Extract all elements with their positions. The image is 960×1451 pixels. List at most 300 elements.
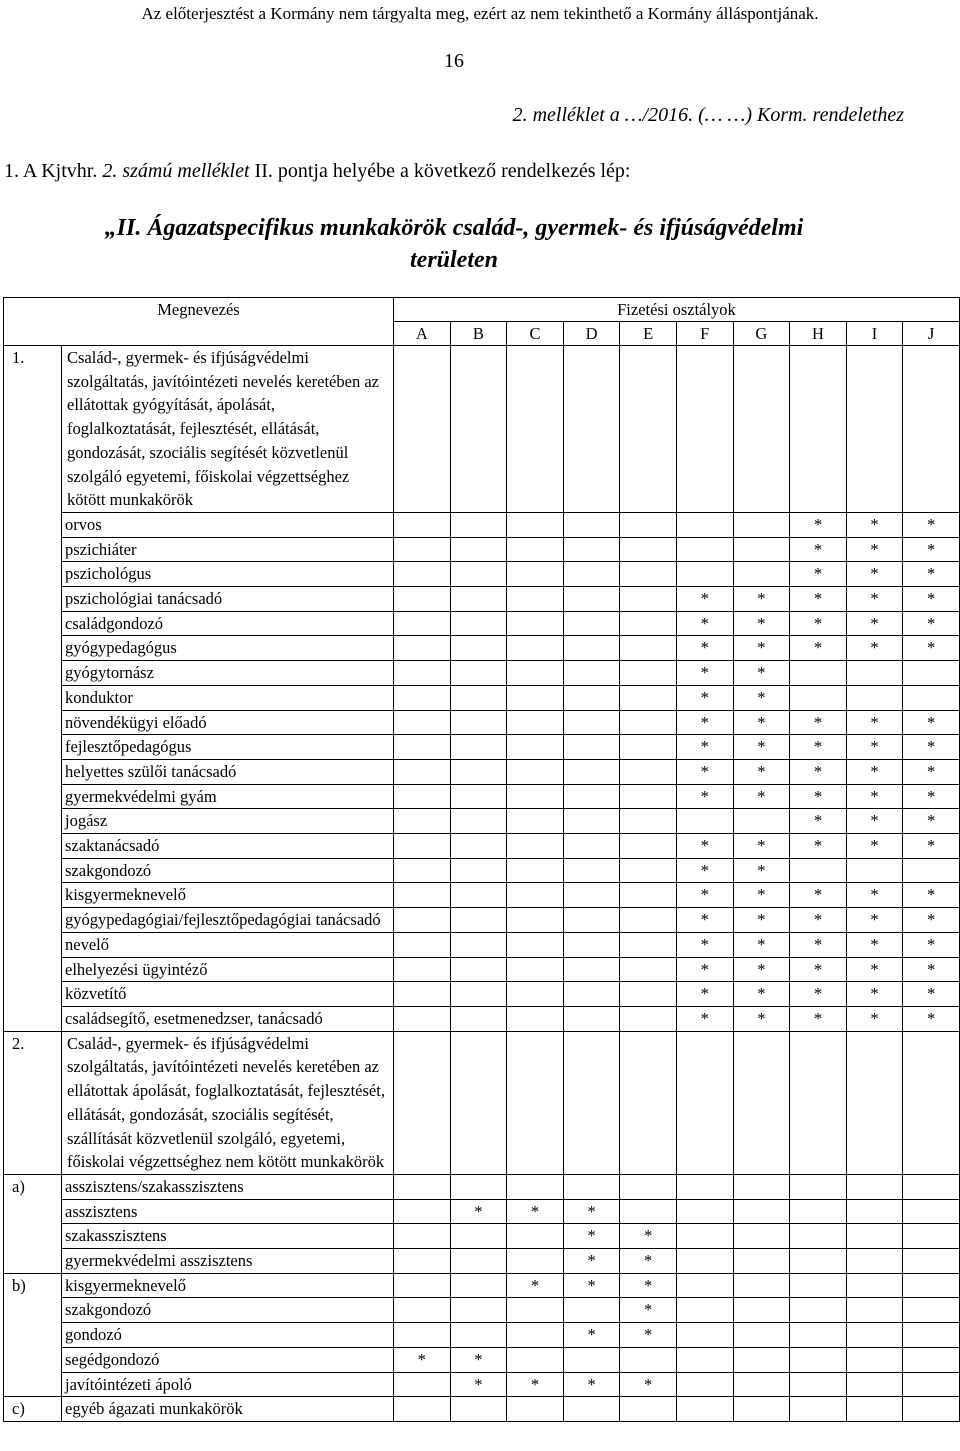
table-row (4, 636, 960, 661)
grade-cell: * (903, 982, 960, 1007)
grade-cell (733, 537, 790, 562)
grade-letter: B (450, 322, 507, 346)
grade-cell: * (676, 587, 733, 612)
title-line-1: „II. Ágazatspecifikus munkakörök család-, gyermek- és ifjúságvédelmi (104, 215, 804, 241)
grade-cell (394, 834, 451, 859)
grade-cell (394, 858, 451, 883)
grade-cell (733, 346, 790, 513)
grade-cell (676, 1273, 733, 1298)
table-row (4, 611, 960, 636)
grade-cell: * (790, 784, 847, 809)
grade-cell: * (790, 735, 847, 760)
grade-cell: * (790, 908, 847, 933)
job-title: közvetítő (62, 982, 394, 1007)
table-row (4, 759, 960, 784)
table-row (4, 1298, 960, 1323)
grade-cell (676, 809, 733, 834)
grade-cell (450, 982, 507, 1007)
grade-cell (507, 1224, 564, 1249)
grade-cell (563, 1174, 620, 1199)
grade-cell (733, 809, 790, 834)
grade-cell (394, 908, 451, 933)
subsection-label: egyéb ágazati munkakörök (62, 1397, 394, 1422)
grade-cell (507, 858, 564, 883)
grade-cell (507, 710, 564, 735)
grade-cell: * (563, 1199, 620, 1224)
grade-cell: * (733, 735, 790, 760)
grade-cell (450, 858, 507, 883)
grade-cell (676, 346, 733, 513)
grade-cell (450, 957, 507, 982)
grade-cell: * (676, 636, 733, 661)
grade-cell (394, 1273, 451, 1298)
grade-cell (790, 1224, 847, 1249)
job-title: gyógypedagógiai/fejlesztőpedagógiai tanácsadó (62, 908, 394, 933)
grade-cell: * (903, 636, 960, 661)
table-row (4, 982, 960, 1007)
grade-cell: * (790, 834, 847, 859)
grade-cell (450, 883, 507, 908)
grade-cell: * (620, 1372, 677, 1397)
grade-cell (733, 1031, 790, 1174)
subsection-row (4, 1397, 960, 1422)
grade-cell (394, 809, 451, 834)
grade-cell: * (676, 661, 733, 686)
grade-cell (620, 834, 677, 859)
grade-cell (563, 685, 620, 710)
grade-cell: * (733, 883, 790, 908)
job-title: elhelyezési ügyintéző (62, 957, 394, 982)
grade-cell (450, 611, 507, 636)
grade-cell (903, 1347, 960, 1372)
grade-cell (450, 1323, 507, 1348)
grade-cell (563, 512, 620, 537)
table-row (4, 710, 960, 735)
grade-cell (790, 685, 847, 710)
grade-cell (507, 537, 564, 562)
table-row (4, 834, 960, 859)
grade-cell (790, 1031, 847, 1174)
job-title: kisgyermeknevelő (62, 883, 394, 908)
grade-cell (903, 685, 960, 710)
grade-cell: * (676, 685, 733, 710)
grade-cell (620, 932, 677, 957)
grade-cell: * (563, 1249, 620, 1274)
grade-cell (620, 636, 677, 661)
grade-cell: * (733, 834, 790, 859)
grade-cell: * (790, 611, 847, 636)
grade-cell: * (790, 537, 847, 562)
grade-cell (790, 346, 847, 513)
grade-cell (450, 1224, 507, 1249)
grade-cell (790, 1347, 847, 1372)
grade-cell (394, 883, 451, 908)
grade-cell: * (676, 784, 733, 809)
grade-cell: * (507, 1199, 564, 1224)
grade-cell: * (903, 537, 960, 562)
grade-cell: * (903, 735, 960, 760)
grade-cell (846, 1273, 903, 1298)
section-number: 1. (4, 346, 62, 1032)
grade-cell: * (450, 1199, 507, 1224)
grade-cell (394, 784, 451, 809)
grade-cell (846, 1298, 903, 1323)
grade-cell (733, 1298, 790, 1323)
grade-cell: * (903, 1006, 960, 1031)
grade-cell: * (903, 809, 960, 834)
grade-cell (394, 512, 451, 537)
grade-cell (846, 1031, 903, 1174)
grade-cell (620, 759, 677, 784)
grade-cell (733, 512, 790, 537)
grade-letter: A (394, 322, 451, 346)
grade-cell (733, 1249, 790, 1274)
grade-cell (790, 661, 847, 686)
grade-cell (790, 1323, 847, 1348)
grade-cell: * (790, 883, 847, 908)
grade-cell (507, 834, 564, 859)
grade-cell (563, 908, 620, 933)
grade-cell (676, 1199, 733, 1224)
grade-cell (790, 1372, 847, 1397)
grade-cell: * (790, 1006, 847, 1031)
grade-cell: * (846, 611, 903, 636)
grade-cell (620, 1006, 677, 1031)
grade-cell (846, 685, 903, 710)
job-title: pszichológus (62, 562, 394, 587)
grade-cell: * (790, 512, 847, 537)
subsection-label: kisgyermeknevelő (62, 1273, 394, 1298)
grade-cell (676, 1397, 733, 1422)
grade-cell (620, 346, 677, 513)
grade-cell (394, 562, 451, 587)
grade-cell (450, 710, 507, 735)
grade-cell: * (733, 1006, 790, 1031)
grade-cell (733, 1347, 790, 1372)
grade-cell (507, 661, 564, 686)
grade-cell (733, 1372, 790, 1397)
table-row (4, 537, 960, 562)
job-title: gyermekvédelmi gyám (62, 784, 394, 809)
grade-cell (394, 710, 451, 735)
job-title: családgondozó (62, 611, 394, 636)
grade-cell (507, 512, 564, 537)
grade-cell (450, 1298, 507, 1323)
grade-cell: * (903, 908, 960, 933)
grade-cell (394, 1397, 451, 1422)
grade-cell (620, 1031, 677, 1174)
job-title: családsegítő, esetmenedzser, tanácsadó (62, 1006, 394, 1031)
grade-cell: * (563, 1372, 620, 1397)
intro-sentence (4, 160, 630, 183)
grade-cell: * (507, 1372, 564, 1397)
grade-cell (507, 587, 564, 612)
grade-cell (507, 1323, 564, 1348)
grade-cell (394, 611, 451, 636)
grade-cell (507, 1347, 564, 1372)
grade-cell (394, 1006, 451, 1031)
job-title: fejlesztőpedagógus (62, 735, 394, 760)
grade-cell (903, 1273, 960, 1298)
grade-cell: * (620, 1224, 677, 1249)
grade-cell: * (733, 858, 790, 883)
grade-cell: * (733, 587, 790, 612)
section-row (4, 346, 960, 513)
grade-cell (733, 1199, 790, 1224)
grade-cell (733, 1174, 790, 1199)
grade-cell (676, 537, 733, 562)
grade-cell: * (790, 982, 847, 1007)
grade-cell: * (790, 710, 847, 735)
annex-reference: 2. melléklet a …/2016. (… …) Korm. rendelethez (512, 104, 904, 126)
grade-cell (563, 1006, 620, 1031)
job-title: szakgondozó (62, 1298, 394, 1323)
grade-cell: * (903, 932, 960, 957)
job-title: jogász (62, 809, 394, 834)
grade-cell (507, 1397, 564, 1422)
job-title: nevelő (62, 932, 394, 957)
grade-cell (394, 957, 451, 982)
grade-cell (846, 1397, 903, 1422)
grade-header: Fizetési osztályok (394, 298, 960, 322)
grade-cell (507, 784, 564, 809)
job-title: gyógytornász (62, 661, 394, 686)
grade-cell (846, 1224, 903, 1249)
grade-cell: * (846, 883, 903, 908)
grade-cell (394, 685, 451, 710)
subsection-letter: a) (4, 1174, 62, 1273)
grade-cell (394, 1174, 451, 1199)
grade-cell (507, 957, 564, 982)
grade-cell (903, 346, 960, 513)
grade-cell: * (676, 759, 733, 784)
grade-cell (676, 1372, 733, 1397)
grade-cell: * (733, 957, 790, 982)
table-row (4, 1249, 960, 1274)
intro-prefix: 1. A Kjtvhr. (4, 160, 103, 182)
grade-cell (507, 346, 564, 513)
grade-cell: * (620, 1273, 677, 1298)
grade-cell: * (733, 908, 790, 933)
grade-cell (846, 1347, 903, 1372)
grade-cell (790, 1298, 847, 1323)
grade-cell (620, 611, 677, 636)
grade-cell (394, 1323, 451, 1348)
grade-cell (450, 636, 507, 661)
grade-cell (507, 1174, 564, 1199)
title-line-2: területen (410, 247, 498, 273)
grade-cell (394, 636, 451, 661)
grade-cell (620, 685, 677, 710)
table-row (4, 562, 960, 587)
grade-cell (563, 661, 620, 686)
section-row (4, 1031, 960, 1174)
grade-cell (394, 661, 451, 686)
grade-cell (394, 932, 451, 957)
grade-cell (846, 1199, 903, 1224)
grade-cell (676, 562, 733, 587)
grade-cell (846, 346, 903, 513)
grade-cell (394, 1199, 451, 1224)
grade-cell (733, 1397, 790, 1422)
grade-cell (676, 1298, 733, 1323)
grade-cell (563, 883, 620, 908)
grade-cell: * (903, 611, 960, 636)
grade-cell: * (790, 562, 847, 587)
grade-cell (620, 587, 677, 612)
grade-letter: J (903, 322, 960, 346)
grade-cell: * (733, 932, 790, 957)
job-title: pszichológiai tanácsadó (62, 587, 394, 612)
grade-cell (450, 1174, 507, 1199)
grade-cell (563, 1397, 620, 1422)
grade-cell (733, 562, 790, 587)
grade-cell (450, 537, 507, 562)
grade-cell: * (790, 932, 847, 957)
grade-cell: * (733, 661, 790, 686)
grade-cell (450, 587, 507, 612)
grade-cell: * (676, 908, 733, 933)
subsection-row (4, 1273, 960, 1298)
grade-cell (620, 1174, 677, 1199)
grade-cell (676, 1347, 733, 1372)
grade-cell: * (846, 982, 903, 1007)
grade-cell: * (790, 587, 847, 612)
document-title (0, 212, 908, 276)
grade-cell: * (676, 1006, 733, 1031)
grade-cell: * (846, 957, 903, 982)
grade-cell: * (846, 735, 903, 760)
grade-cell: * (846, 562, 903, 587)
grade-cell (450, 1006, 507, 1031)
section-number: 2. (4, 1031, 62, 1174)
grade-cell (507, 982, 564, 1007)
grade-cell (620, 710, 677, 735)
grade-cell (676, 1249, 733, 1274)
grade-cell (450, 1273, 507, 1298)
grade-cell (450, 908, 507, 933)
table-row (4, 858, 960, 883)
grade-cell (394, 537, 451, 562)
grade-cell (507, 636, 564, 661)
grade-cell (903, 661, 960, 686)
grade-letter: I (846, 322, 903, 346)
grade-cell: * (676, 834, 733, 859)
section-label: Család-, gyermek- és ifjúságvédelmi szolgáltatás, javítóintézeti nevelés keretében az ellátottak ápolását, foglalkoztatását, fejlesztését, ellátását, gondozását, szociális segítését, szállítását közvetlenül szolgáló, egyetemi, főiskolai végzettséghez nem kötött munkakörök (62, 1031, 394, 1174)
grade-cell (507, 611, 564, 636)
subsection-letter: b) (4, 1273, 62, 1397)
grade-cell (903, 1224, 960, 1249)
grade-cell: * (394, 1347, 451, 1372)
grade-cell (790, 1273, 847, 1298)
grade-cell: * (846, 784, 903, 809)
grade-cell (450, 809, 507, 834)
job-title: orvos (62, 512, 394, 537)
grade-cell: * (676, 735, 733, 760)
job-title: gondozó (62, 1323, 394, 1348)
grade-cell (563, 982, 620, 1007)
grade-cell (563, 346, 620, 513)
grade-cell: * (733, 611, 790, 636)
job-title: segédgondozó (62, 1347, 394, 1372)
subsection-label: asszisztens/szakasszisztens (62, 1174, 394, 1199)
grade-cell: * (846, 908, 903, 933)
grade-cell (733, 1273, 790, 1298)
grade-cell (394, 735, 451, 760)
subsection-row (4, 1174, 960, 1199)
table-row (4, 1323, 960, 1348)
grade-cell (903, 1397, 960, 1422)
grade-cell (790, 1199, 847, 1224)
grade-cell: * (733, 685, 790, 710)
grade-cell (450, 562, 507, 587)
name-header: Megnevezés (4, 298, 394, 346)
grade-cell: * (450, 1347, 507, 1372)
grade-cell (563, 759, 620, 784)
grade-cell: * (846, 710, 903, 735)
grade-cell: * (563, 1273, 620, 1298)
grade-cell (394, 1031, 451, 1174)
grade-cell (620, 537, 677, 562)
table-row (4, 661, 960, 686)
grade-cell (903, 1372, 960, 1397)
table-row (4, 587, 960, 612)
grade-cell (563, 562, 620, 587)
grade-cell (450, 932, 507, 957)
grade-cell (676, 1323, 733, 1348)
table-row (4, 809, 960, 834)
grade-cell (620, 957, 677, 982)
section-label: Család-, gyermek- és ifjúságvédelmi szolgáltatás, javítóintézeti nevelés keretében az ellátottak gyógyítását, ápolását, foglalkoztatását, fejlesztését, ellátását, gondozását, szociális segítését közvetlenül szolgáló egyetemi, főiskolai végzettséghez kötött munkakörök (62, 346, 394, 513)
job-title: helyettes szülői tanácsadó (62, 759, 394, 784)
grade-cell: * (733, 759, 790, 784)
grade-cell: * (733, 982, 790, 1007)
grade-cell (507, 562, 564, 587)
grade-cell (620, 809, 677, 834)
grade-cell: * (846, 636, 903, 661)
grade-letter: G (733, 322, 790, 346)
intro-suffix: II. pontja helyébe a következő rendelkezés lép: (249, 160, 631, 182)
grade-cell: * (790, 759, 847, 784)
grade-letter: H (790, 322, 847, 346)
grade-cell (620, 1199, 677, 1224)
grade-cell (507, 685, 564, 710)
job-title: pszichiáter (62, 537, 394, 562)
grade-cell (507, 1031, 564, 1174)
grade-cell (394, 759, 451, 784)
grade-cell (846, 858, 903, 883)
grade-cell (620, 661, 677, 686)
grade-cell (620, 735, 677, 760)
grade-cell (903, 858, 960, 883)
grade-cell: * (733, 636, 790, 661)
grade-cell (507, 1006, 564, 1031)
grade-cell (563, 537, 620, 562)
grade-cell (507, 932, 564, 957)
grade-cell (563, 735, 620, 760)
grade-cell (790, 1397, 847, 1422)
grade-cell (790, 1174, 847, 1199)
grade-cell (394, 587, 451, 612)
grade-cell: * (903, 587, 960, 612)
table-row (4, 1199, 960, 1224)
grade-cell: * (846, 512, 903, 537)
table-row (4, 784, 960, 809)
grade-cell: * (507, 1273, 564, 1298)
grade-cell: * (733, 710, 790, 735)
grade-cell (563, 710, 620, 735)
grade-cell (903, 1298, 960, 1323)
